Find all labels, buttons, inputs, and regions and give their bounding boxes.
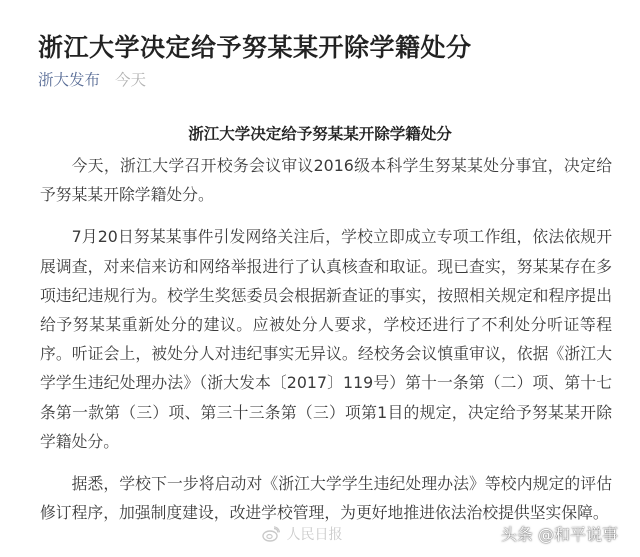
article-meta (38, 68, 146, 90)
source-tag: 头条 @和平说事 (500, 525, 618, 544)
author-link[interactable]: 浙大发布 (38, 71, 101, 89)
weibo-icon (262, 526, 280, 546)
article-title: 浙江大学决定给予努某某开除学籍处分 (38, 33, 472, 62)
article-paragraph: 今天，浙江大学召开校务会议审议2016级本科学生努某某处分事宜，决定给予努某某开除学籍处分。 (40, 156, 612, 205)
article-subtitle: 浙江大学决定给予努某某开除学籍处分 (188, 125, 452, 143)
article-paragraph: 据悉，学校下一步将启动对《浙江大学学生违纪处理办法》等校内规定的评估修订程序，加强制度建设，改进学校管理，为更好地推进依法治校提供坚实保障。 (40, 474, 612, 523)
watermark (262, 524, 342, 546)
article-paragraph: 7月20日努某某事件引发网络关注后，学校立即成立专项工作组，依法依规开展调查，对来信来访和网络举报进行了认真核查和取证。现已查实，努某某存在多项违纪违规行为。校学生奖惩委员会根据新查证的事实，按照相关规定和程序提出给予努某某重新处分的建议。应被处分人要求，学校还进行了不利处分听证等程序。听证会上，被处分人对违纪事实无异议。经校务会议慎重审议，依据《浙江大学学生违纪处理办法》（浙大发本〔2017〕119号）第十一条第（二）项、第十七条第一款第（三）项、第三十三条第（三）项第1目的规定，决定给予努某某开除学籍处分。 (40, 227, 612, 451)
publish-date: 今天 (114, 71, 146, 89)
article-body (40, 151, 612, 540)
watermark-text: 人民日报 (286, 527, 343, 543)
